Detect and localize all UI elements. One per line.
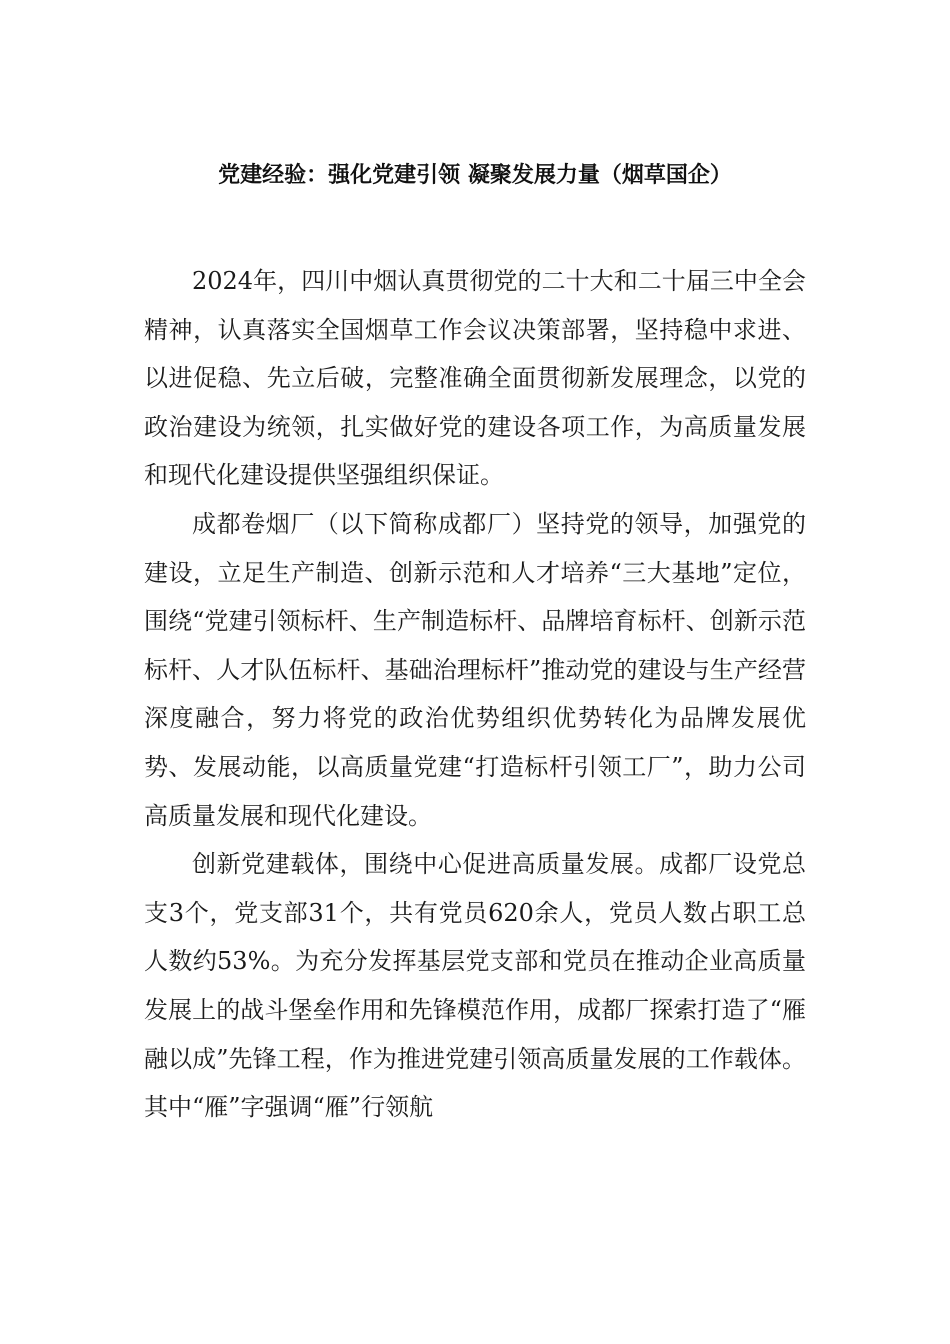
paragraph: 创新党建载体，围绕中心促进高质量发展。成都厂设党总支3个，党支部31个，共有党员620余人，党员人数占职工总人数约53%。为充分发挥基层党支部和党员在推动企业高质量发展上的战斗堡垒作用和先锋模范作用，成都厂探索打造了“雁融以成”先锋工程，作为推进党建引领高质量发展的工作载体。其中“雁”字强调“雁”行领航 bbox=[144, 850, 806, 1122]
paragraph: 成都卷烟厂（以下简称成都厂）坚持党的领导，加强党的建设，立足生产制造、创新示范和人才培养“三大基地”定位，围绕“党建引领标杆、生产制造标杆、品牌培育标杆、创新示范标杆、人才队伍标杆、基础治理标杆”推动党的建设与生产经营深度融合，努力将党的政治优势组织优势转化为品牌发展优势、发展动能，以高质量党建“打造标杆引领工厂”，助力公司高质量发展和现代化建设。 bbox=[144, 509, 806, 830]
document-title: 党建经验：强化党建引领 凝聚发展力量（烟草国企） bbox=[218, 163, 732, 188]
document-body bbox=[144, 257, 806, 1132]
paragraph: 2024年，四川中烟认真贯彻党的二十大和二十届三中全会精神，认真落实全国烟草工作会议决策部署，坚持稳中求进、以进促稳、先立后破，完整准确全面贯彻新发展理念，以党的政治建设为统领，扎实做好党的建设各项工作，为高质量发展和现代化建设提供坚强组织保证。 bbox=[144, 267, 806, 490]
